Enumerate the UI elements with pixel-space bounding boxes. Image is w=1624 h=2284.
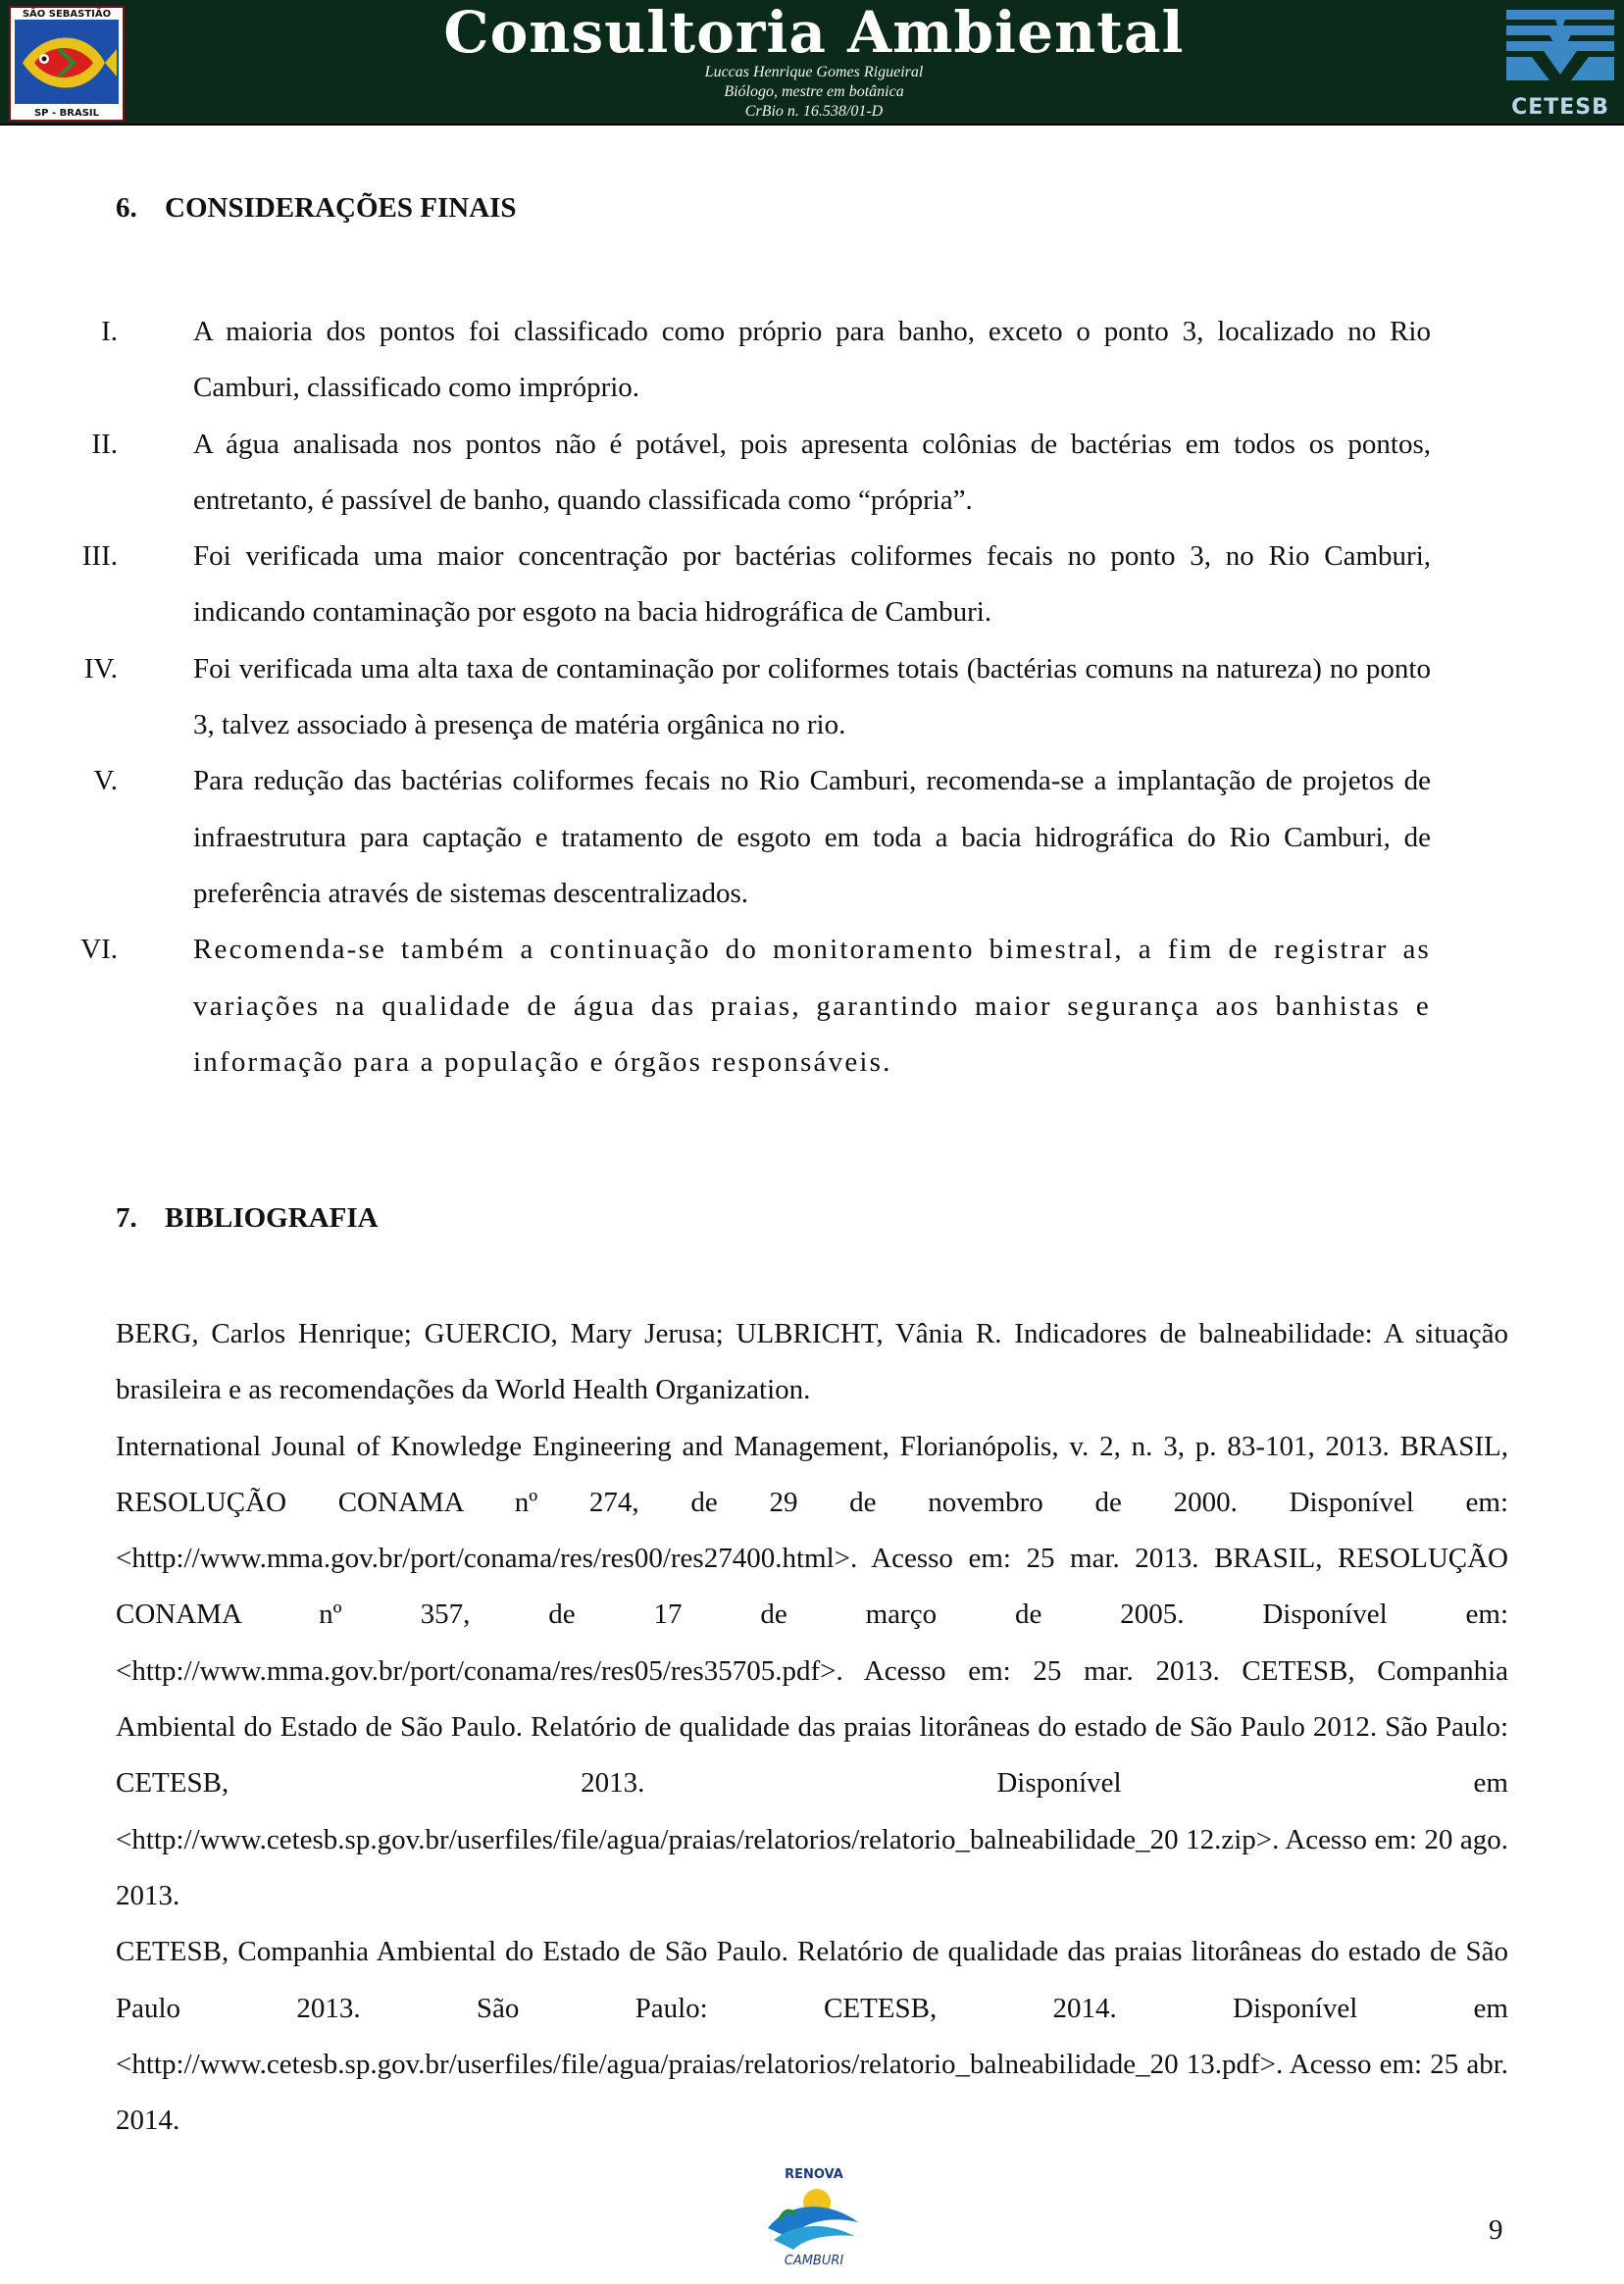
crest-top-text: SÃO SEBASTIÃO <box>22 9 112 20</box>
list-item <box>0 529 1624 641</box>
page-header <box>0 0 1624 126</box>
footer-logo-top-text: RENOVA <box>785 2167 843 2182</box>
header-author: Luccas Henrique Gomes Rigueiral <box>704 64 924 80</box>
renova-wave-icon <box>760 2181 868 2259</box>
cetesb-wave-icon <box>1502 4 1618 92</box>
list-item-numeral: II. <box>91 428 118 460</box>
bibliography-entry: International Jounal of Knowledge Engineering and Management, Florianópolis, v. 2, n. 3, p. 83-101, 2013. BRASIL, RESOLUÇÃO CONAMA nº 274, de 29 de novembro de 2000. Disponível em: <http://www.mma.gov.br/port/conama/res/res00/res27400.html>. Acesso em: 25 mar. 2013. BRASIL, RESOLUÇÃO CONAMA nº 357, de 17 de março de 2005. Disponível em: <http://www.mma.gov.br/port/conama/res/res05/res35705.pdf>. Acesso em: 25 mar. 2013. CETESB, Companhia Ambiental do Estado de São Paulo. Relatório de qualidade das praias litorâneas do estado de São Paulo 2012. São Paulo: CETESB, 2013. Disponível em <http://www.cetesb.sp.gov.br/userfiles/file/agua/praias/relatorios/relatorio_balneabilidade_20 12.zip>. Acesso em: 20 ago. 2013. <box>116 1430 1508 1911</box>
sao-sebastiao-crest <box>9 6 125 122</box>
renova-camburi-logo <box>760 2167 868 2275</box>
cetesb-label: CETESB <box>1511 95 1609 120</box>
header-title: Consultoria Ambiental <box>443 0 1185 66</box>
list-item <box>0 304 1624 417</box>
list-item <box>0 417 1624 530</box>
bibliography-entry: CETESB, Companhia Ambiental do Estado de São Paulo. Relatório de qualidade das praias litorâneas do estado de São Paulo 2013. São Paulo: CETESB, 2014. Disponível em <http://www.cetesb.sp.gov.br/userfiles/file/agua/praias/relatorios/relatorio_balneabilidade_20 13.pdf>. Acesso em: 25 abr. 2014. <box>116 1936 1508 2137</box>
cetesb-logo <box>1502 4 1618 120</box>
list-item-numeral: I. <box>101 316 118 347</box>
list-item <box>0 753 1624 922</box>
list-item-numeral: V. <box>93 765 118 797</box>
crest-bottom-text: SP - BRASIL <box>33 108 99 119</box>
list-item-text: A maioria dos pontos foi classificado como próprio para banho, exceto o ponto 3, localizado no Rio Camburi, classificado como impróprio. <box>193 316 1431 404</box>
section-7-title: BIBLIOGRAFIA <box>165 1202 379 1234</box>
section-6-heading <box>116 192 517 225</box>
page-number: 9 <box>1489 2214 1503 2246</box>
header-registration: CrBio n. 16.538/01-D <box>744 103 884 120</box>
section-6-title: CONSIDERAÇÕES FINAIS <box>165 192 517 224</box>
section-7-heading <box>116 1202 379 1235</box>
list-item-text: Para redução das bactérias coliformes fecais no Rio Camburi, recomenda-se a implantação de projetos de infraestrutura para captação e tratamento de esgoto em toda a bacia hidrográfica do Rio Camburi, de preferência através de sistemas descentralizados. <box>193 765 1431 909</box>
header-profession: Biólogo, mestre em botânica <box>724 83 904 100</box>
list-item-text: Recomenda-se também a continuação do monitoramento bimestral, a fim de registrar as variações na qualidade de água das praias, garantindo maior segurança aos banhistas e informação para a população e órgãos responsáveis. <box>193 934 1431 1078</box>
header-title-block <box>373 0 1255 122</box>
section-6-number: 6. <box>116 192 137 224</box>
section-7-number: 7. <box>116 1202 137 1234</box>
considerations-list <box>0 304 1624 1091</box>
fish-crest-icon <box>15 20 119 104</box>
list-item <box>0 922 1624 1091</box>
list-item-numeral: IV. <box>83 652 118 685</box>
list-item-text: Foi verificada uma maior concentração por bactérias coliformes fecais no ponto 3, no Rio Camburi, indicando contaminação por esgoto na bacia hidrográfica de Camburi. <box>193 540 1431 629</box>
bibliography <box>116 1306 1508 2149</box>
list-item-text: A água analisada nos pontos não é potável, pois apresenta colônias de bactérias em todos os pontos, entretanto, é passível de banho, quando classificada como “própria”. <box>193 428 1431 516</box>
bibliography-entry: BERG, Carlos Henrique; GUERCIO, Mary Jerusa; ULBRICHT, Vânia R. Indicadores de balneabilidade: A situação brasileira e as recomendações da World Health Organization. <box>116 1318 1508 1406</box>
footer-logo-bottom-text: CAMBURI <box>784 2254 844 2268</box>
list-item-numeral: VI. <box>80 934 118 966</box>
list-item-text: Foi verificada uma alta taxa de contaminação por coliformes totais (bactérias comuns na natureza) no ponto 3, talvez associado à presença de matéria orgânica no rio. <box>193 652 1431 741</box>
list-item-numeral: III. <box>81 540 118 573</box>
list-item <box>0 641 1624 754</box>
